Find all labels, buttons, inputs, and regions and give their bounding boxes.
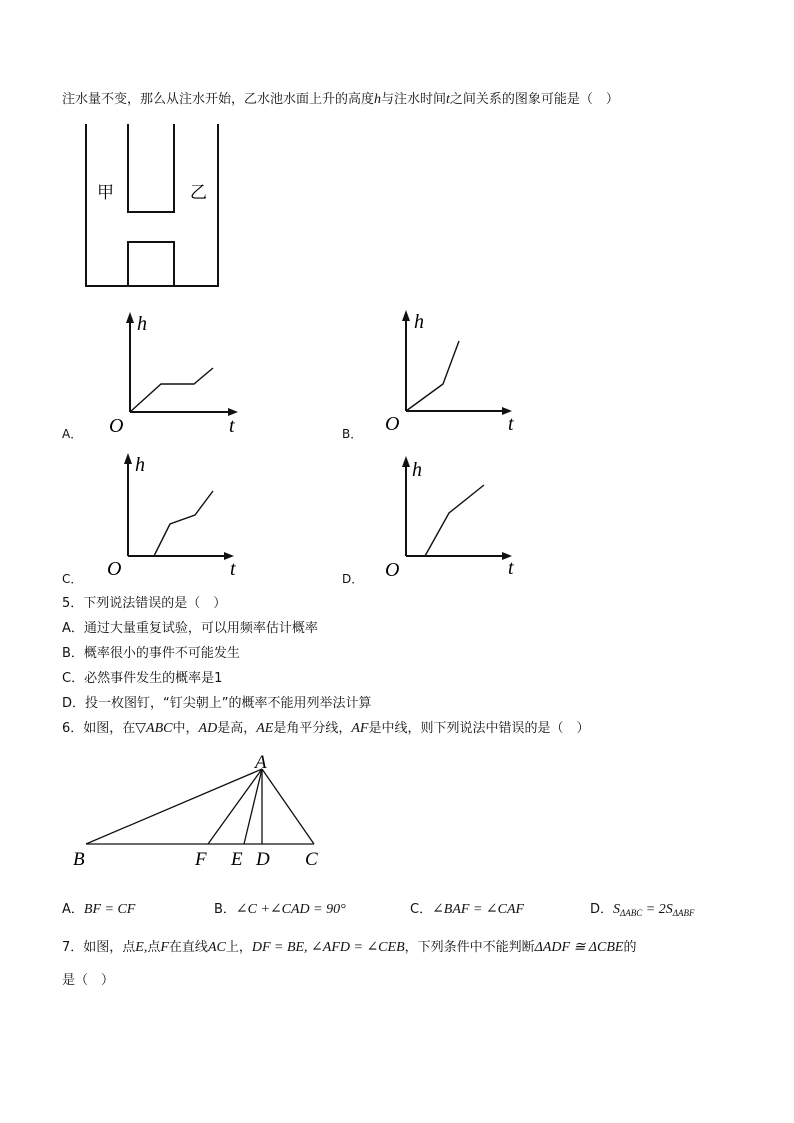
point-c-label: C xyxy=(305,849,318,870)
q5-option-b: B．概率很小的事件不可能发生 xyxy=(62,646,240,661)
q5-option-d: D．投一枚图钉，“钉尖朝上”的概率不能用列举法计算 xyxy=(62,696,372,711)
graph-d-curve xyxy=(425,485,484,556)
q4-stem-text: 注水量不变，那么从注水开始，乙水池水面上升的高度 xyxy=(62,92,375,107)
graph-c xyxy=(107,453,236,580)
tank-right-label: 乙 xyxy=(190,183,207,202)
point-d-label: D xyxy=(256,849,270,870)
tank-top-divider xyxy=(128,124,174,212)
q5-option-a: A．通过大量重复试验，可以用频率估计概率 xyxy=(62,621,318,636)
graph-a-origin: O xyxy=(109,415,124,437)
q4-option-a-label: A． xyxy=(62,427,83,441)
q7-stem-line2: 是（ ） xyxy=(62,973,115,988)
point-e-ref: E, xyxy=(135,940,148,955)
q4-option-c-label: C． xyxy=(62,572,83,586)
point-a-label: A xyxy=(255,752,267,773)
graph-b-h-label: h xyxy=(414,311,424,333)
segment-ac xyxy=(262,769,314,844)
q6-option-c xyxy=(410,898,524,918)
graph-a-h-arrow xyxy=(126,312,134,323)
graph-c-t-label: t xyxy=(230,558,236,580)
q7-stem-text: 上， xyxy=(225,940,252,955)
option-formula: ∠C +∠CAD = 90° xyxy=(235,902,346,917)
option-label: A． xyxy=(62,902,84,917)
q7-condition: DF = BE, ∠AFD = ∠CEB xyxy=(251,940,405,955)
graph-a-curve xyxy=(130,368,213,412)
graph-c-curve xyxy=(154,491,213,556)
q7-congruence: ΔADF ≅ ΔCBE xyxy=(534,940,624,955)
q5-stem: 5．下列说法错误的是（ ） xyxy=(62,596,227,611)
q7-stem-text: 在直线 xyxy=(168,940,208,955)
var-h: h xyxy=(374,92,382,107)
option-label: C． xyxy=(410,902,433,917)
q6-option-b xyxy=(214,898,346,918)
q6-option-a xyxy=(62,898,135,918)
q7-stem-text: 点 xyxy=(147,940,161,955)
graph-b-origin: O xyxy=(385,413,400,435)
graph-b-t-label: t xyxy=(508,413,514,435)
graph-a-h-label: h xyxy=(137,313,147,335)
segment-af-label: AF xyxy=(351,721,369,736)
tank-left-label: 甲 xyxy=(97,183,114,202)
point-f-ref: F xyxy=(160,940,169,955)
graph-d-t-label: t xyxy=(508,557,514,579)
graph-c-h-arrow xyxy=(124,453,132,464)
point-f-label: F xyxy=(195,849,207,870)
area-subscript: ΔABF xyxy=(672,908,695,918)
option-label: B． xyxy=(214,902,236,917)
option-formula: BF = CF xyxy=(83,902,136,917)
q7-stem-text: 的 xyxy=(623,940,637,955)
q6-stem-text: 6．如图，在 xyxy=(62,721,136,736)
q4-option-d-label: D． xyxy=(342,572,364,586)
tank-bottom-divider xyxy=(128,242,174,286)
point-b-label: B xyxy=(73,849,85,870)
q6-stem-text: 是中线，则下列说法中错误的是（ ） xyxy=(368,721,590,736)
graph-b xyxy=(385,310,514,435)
q7-stem-text: 7．如图，点 xyxy=(62,940,136,955)
q6-stem-text: 中， xyxy=(172,721,199,736)
q4-option-b-label: B． xyxy=(342,427,363,441)
q6-stem-text: 是高， xyxy=(217,721,257,736)
graph-c-origin: O xyxy=(107,558,122,580)
q7-stem-text: ，下列条件中不能判断 xyxy=(404,940,535,955)
segment-ae-label: AE xyxy=(256,721,274,736)
tank-outer-wall xyxy=(86,124,218,286)
graph-a xyxy=(109,312,238,437)
q4-stem-text: 与注水时间 xyxy=(381,92,447,107)
option-formula: = 2S xyxy=(642,902,673,917)
point-e-label: E xyxy=(231,849,243,870)
q7-stem-line1 xyxy=(62,939,636,957)
graph-c-h-label: h xyxy=(135,454,145,476)
option-formula: ∠BAF = ∠CAF xyxy=(432,902,525,917)
q6-option-d xyxy=(590,898,695,918)
q4-stem-text: 之间关系的图象可能是（ ） xyxy=(449,92,619,107)
graph-a-t-label: t xyxy=(229,415,235,437)
area-subscript: ΔABC xyxy=(620,908,643,918)
graph-d xyxy=(385,456,514,581)
triangle-figure xyxy=(86,769,314,844)
q6-stem-text: 是角平分线， xyxy=(273,721,352,736)
tank-diagram xyxy=(86,124,218,286)
var-t: t xyxy=(446,92,450,107)
graph-b-h-arrow xyxy=(402,310,410,321)
triangle-abc: ▽ABC xyxy=(135,721,173,736)
segment-ad-label: AD xyxy=(198,721,218,736)
option-label: D． xyxy=(590,902,614,917)
area-symbol: S xyxy=(613,902,621,917)
q5-option-c: C．必然事件发生的概率是1 xyxy=(62,671,223,686)
segment-ae xyxy=(244,769,262,844)
graph-b-curve xyxy=(406,341,459,411)
graph-d-origin: O xyxy=(385,559,400,581)
q6-stem xyxy=(62,720,589,738)
line-ac-ref: AC xyxy=(207,940,226,955)
graph-d-h-arrow xyxy=(402,456,410,467)
graph-d-h-label: h xyxy=(412,459,422,481)
